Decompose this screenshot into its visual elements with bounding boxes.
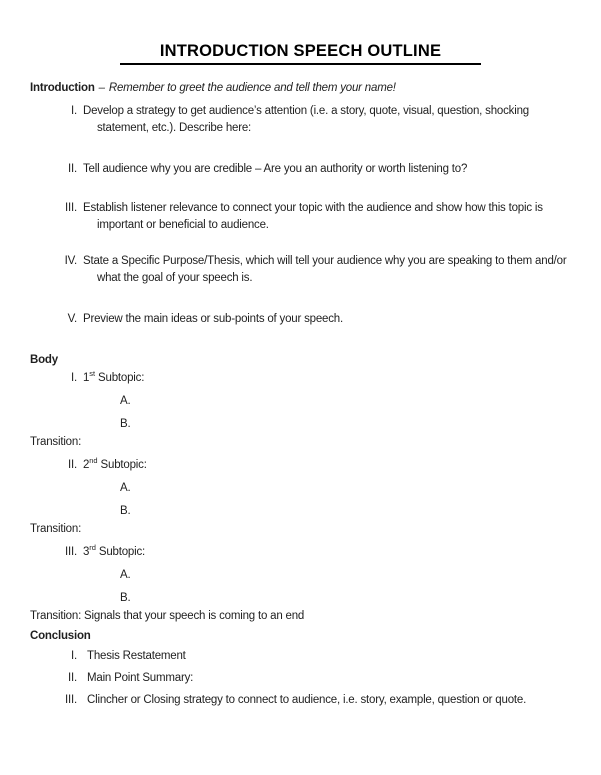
subtopic-ordinal: 3 xyxy=(83,546,90,558)
item-numeral: III. xyxy=(65,546,77,558)
item-numeral: IV. xyxy=(64,255,77,267)
subtopic-label: Subtopic: xyxy=(100,459,147,471)
sub-item: A. xyxy=(120,569,131,581)
outline-item xyxy=(30,103,591,137)
item-text xyxy=(83,311,343,328)
item-line: State a Specific Purpose/Thesis, which will tell your audience why you are speaking to them and/or xyxy=(83,255,567,267)
introduction-heading xyxy=(30,81,591,95)
transition-label: Transition: xyxy=(30,523,82,535)
outline-item xyxy=(30,311,591,328)
item-text: Clincher or Closing strategy to connect to audience, i.e. story, example, question or quote. xyxy=(87,694,527,706)
item-numeral: II. xyxy=(68,672,77,684)
subtopic-ordinal: 2 xyxy=(83,459,90,471)
subtopic-text xyxy=(83,371,144,385)
conclusion-item xyxy=(30,693,591,707)
item-line: Preview the main ideas or sub-points of your speech. xyxy=(83,313,343,325)
item-text: Thesis Restatement xyxy=(87,650,186,662)
conclusion-item xyxy=(30,671,591,685)
outline-item xyxy=(30,253,591,287)
item-line: what the goal of your speech is. xyxy=(97,272,253,284)
sub-item: A. xyxy=(120,395,131,407)
document-title: INTRODUCTION SPEECH OUTLINE xyxy=(120,42,481,65)
subtopic-text xyxy=(83,458,147,472)
subtopic-label: Subtopic: xyxy=(98,546,146,558)
item-numeral: V. xyxy=(67,313,77,325)
item-numeral: I. xyxy=(71,650,77,662)
item-line: Establish listener relevance to connect your topic with the audience and show how this topic is xyxy=(83,202,543,214)
transition-label: Transition: xyxy=(30,436,82,448)
item-text xyxy=(83,200,543,234)
subtopic-row xyxy=(30,458,591,472)
item-text xyxy=(83,253,566,287)
ordinal-suffix: st xyxy=(89,369,96,379)
item-line: Develop a strategy to get audience’s attention (i.e. a story, quote, visual, question, shocking xyxy=(83,105,529,117)
outline-item xyxy=(30,200,591,234)
item-text: Main Point Summary: xyxy=(87,672,194,684)
item-numeral: III. xyxy=(65,202,77,214)
sub-item: B. xyxy=(120,505,131,517)
item-numeral: II. xyxy=(68,163,77,175)
heading-dash: – xyxy=(98,82,105,94)
title-row xyxy=(0,0,601,65)
item-text xyxy=(83,103,529,137)
item-numeral: II. xyxy=(68,459,77,471)
item-numeral: I. xyxy=(71,372,77,384)
item-numeral: I. xyxy=(71,105,77,117)
introduction-heading-note: Remember to greet the audience and tell them your name! xyxy=(108,82,396,94)
sub-item: A. xyxy=(120,482,131,494)
item-line: Tell audience why you are credible – Are you an authority or worth listening to? xyxy=(83,163,468,175)
body-heading: Body xyxy=(30,354,58,366)
item-line: statement, etc.). Describe here: xyxy=(97,122,252,134)
sub-item: B. xyxy=(120,418,131,430)
subtopic-row xyxy=(30,371,591,385)
ordinal-suffix: nd xyxy=(89,456,98,466)
item-text xyxy=(83,161,467,178)
item-line: important or beneficial to audience. xyxy=(97,219,269,231)
transition-label: Transition: Signals that your speech is coming to an end xyxy=(30,610,305,622)
subtopic-label: Subtopic: xyxy=(98,372,145,384)
document-body xyxy=(30,81,591,707)
conclusion-item xyxy=(30,649,591,663)
conclusion-heading: Conclusion xyxy=(30,630,91,642)
ordinal-suffix: rd xyxy=(89,543,96,553)
introduction-heading-label: Introduction xyxy=(30,82,95,94)
subtopic-row xyxy=(30,545,591,559)
sub-item: B. xyxy=(120,592,131,604)
subtopic-text xyxy=(83,545,145,559)
subtopic-ordinal: 1 xyxy=(83,372,90,384)
outline-item xyxy=(30,161,591,178)
item-numeral: III. xyxy=(65,694,77,706)
